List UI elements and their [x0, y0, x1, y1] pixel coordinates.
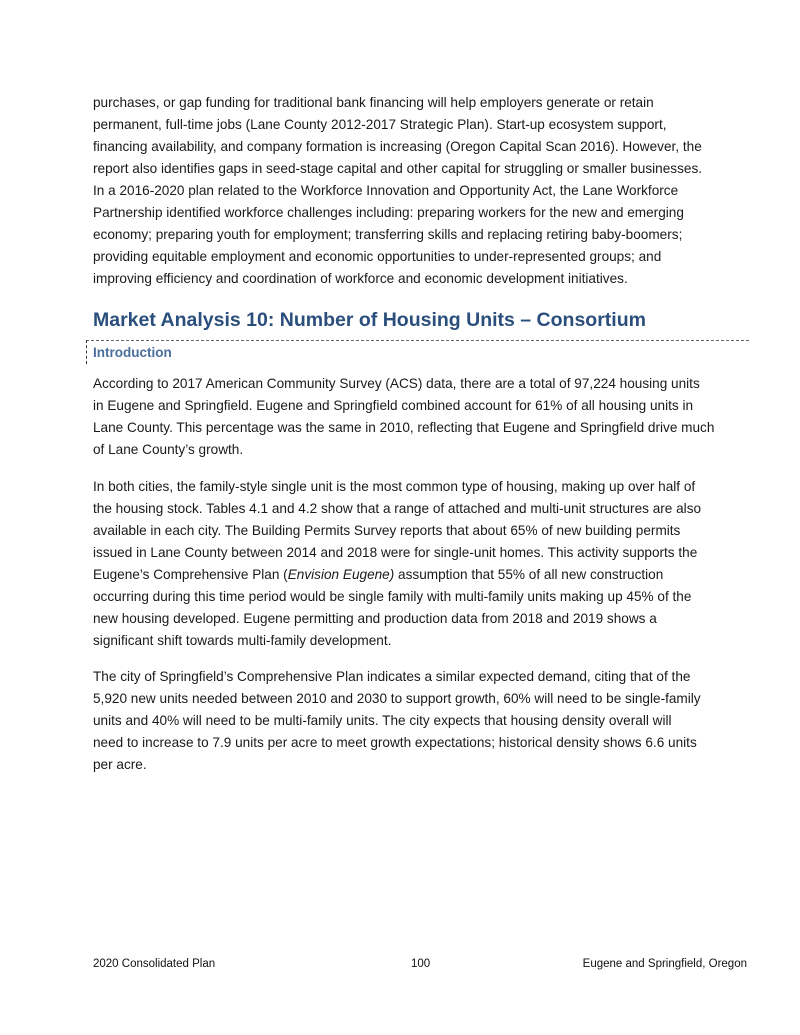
- plan-name-italic: Envision Eugene): [287, 567, 395, 582]
- text-line: According to 2017 American Community Survey (ACS) data, there are a total of 97,224 housing units: [93, 376, 700, 391]
- subsection-title: Introduction: [93, 345, 172, 360]
- text-line: In a 2016-2020 plan related to the Workforce Innovation and Opportunity Act, the Lane Workforce: [93, 183, 679, 198]
- section-marker: [86, 340, 87, 364]
- intro-paragraph: [93, 92, 763, 290]
- text-line: the housing stock. Tables 4.1 and 4.2 show that a range of attached and multi-unit structures are also: [93, 501, 702, 516]
- text-line: The city of Springfield’s Comprehensive Plan indicates a similar expected demand, citing that of the: [93, 669, 691, 684]
- text-line: Lane County. This percentage was the same in 2010, reflecting that Eugene and Springfield drive much: [93, 420, 715, 435]
- text-line: in Eugene and Springfield. Eugene and Springfield combined account for 61% of all housing units in: [93, 398, 694, 413]
- text-line: report also identifies gaps in seed-stage capital and other capital for struggling or smaller businesses.: [93, 161, 703, 176]
- section-title: Market Analysis 10: Number of Housing Units – Consortium: [93, 309, 646, 331]
- text-line: significant shift towards multi-family development.: [93, 633, 392, 648]
- text-line: In both cities, the family-style single unit is the most common type of housing, making up over half of: [93, 479, 696, 494]
- text-line: permanent, full-time jobs (Lane County 2012-2017 Strategic Plan). Start-up ecosystem support,: [93, 117, 667, 132]
- text-line: Partnership identified workforce challenges including: preparing workers for the new and emerging: [93, 205, 684, 220]
- footer-location: Eugene and Springfield, Oregon: [582, 958, 747, 970]
- text-line: economy; preparing youth for employment; transferring skills and replacing retiring baby-boomers;: [93, 227, 683, 242]
- paragraph-springfield: [93, 666, 763, 776]
- text-line: providing equitable employment and economic opportunities to under-represented groups; and: [93, 249, 662, 264]
- text-line: need to increase to 7.9 units per acre to meet growth expectations; historical density shows 6.6 units: [93, 735, 697, 750]
- paragraph-housing-types: [93, 476, 763, 652]
- text-segment: assumption that 55% of all new construction: [394, 567, 664, 582]
- text-line: 5,920 new units needed between 2010 and 2030 to support growth, 60% will need to be single-family: [93, 691, 701, 706]
- footer-page-number: 100: [411, 958, 431, 970]
- section-divider: [86, 340, 749, 341]
- text-line: new housing developed. Eugene permitting and production data from 2018 and 2019 shows a: [93, 611, 657, 626]
- text-line: occurring during this time period would be single family with multi-family units making up 45% of the: [93, 589, 692, 604]
- text-line: financing availability, and company formation is increasing (Oregon Capital Scan 2016). However, the: [93, 139, 702, 154]
- text-line: of Lane County’s growth.: [93, 442, 244, 457]
- text-line: available in each city. The Building Permits Survey reports that about 65% of new building permits: [93, 523, 681, 538]
- text-line: units and 40% will need to be multi-family units. The city expects that housing density overall will: [93, 713, 672, 728]
- footer-document-title: 2020 Consolidated Plan: [93, 958, 216, 970]
- text-line: purchases, or gap funding for traditional bank financing will help employers generate or retain: [93, 95, 654, 110]
- text-line: per acre.: [93, 757, 147, 772]
- text-line: [93, 564, 763, 586]
- text-segment: Eugene’s Comprehensive Plan (: [93, 567, 288, 582]
- text-line: improving efficiency and coordination of workforce and economic development initiatives.: [93, 271, 628, 286]
- text-line: issued in Lane County between 2014 and 2018 were for single-unit homes. This activity supports the: [93, 545, 698, 560]
- paragraph-housing-units: [93, 373, 763, 461]
